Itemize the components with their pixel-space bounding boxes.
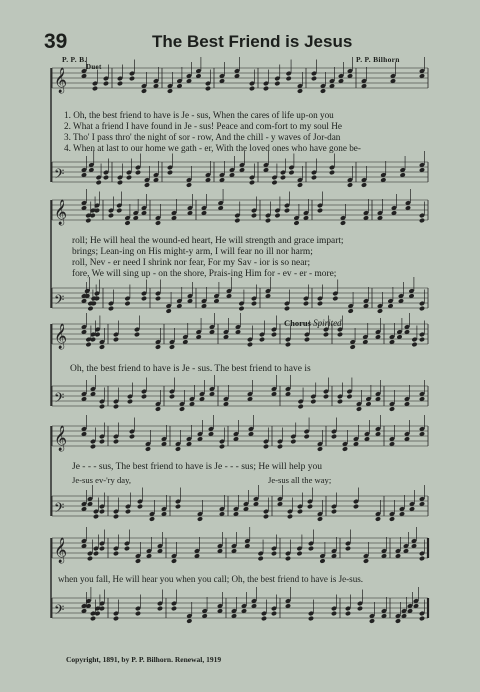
chorus-label <box>284 318 342 328</box>
svg-text:𝄞: 𝄞 <box>54 200 68 225</box>
verse-line: 3. Tho' I pass thro' the night of sor - row, And the chill - y waves of Jor-dan <box>64 132 341 142</box>
chorus-line-4: Je - - - sus, The best friend to have is Je - - - sus; He will help you <box>72 462 322 472</box>
svg-text:𝄞: 𝄞 <box>54 538 68 563</box>
verse-line: 1. Oh, the best friend to have is Je - sus, When the cares of life up-on you <box>64 110 334 120</box>
chorus-line-3: Oh, the best friend to have is Je - sus. The best friend to have is <box>70 364 311 374</box>
music-credit: P. P. Bilhorn <box>356 55 400 64</box>
chorus-tempo: Spirited <box>313 318 342 328</box>
svg-text:𝄢: 𝄢 <box>54 500 65 519</box>
verses-system-2 <box>72 236 344 280</box>
svg-text:𝄞: 𝄞 <box>54 68 68 93</box>
verse-line: roll, Nev - er need I shrink nor fear, For my Sav - ior is so near; <box>72 258 311 268</box>
verse-line: 2. What a friend I have found in Je - sus! Peace and com-fort to my soul He <box>64 121 342 131</box>
verses-system-1 <box>64 110 361 154</box>
verse-line: roll; He will heal the wound-ed heart, He will strength and grace impart; <box>72 236 344 246</box>
verse-line: brings; Lean-ing on His might-y arm, I will fear no ill nor harm; <box>72 247 313 257</box>
svg-text:𝄢: 𝄢 <box>54 602 65 621</box>
words-credit: P. P. B. <box>62 55 87 64</box>
svg-text:𝄢: 𝄢 <box>54 390 65 409</box>
hymn-number: 39 <box>44 30 68 53</box>
svg-text:𝄢: 𝄢 <box>54 292 65 311</box>
copyright-notice: Copyright, 1891, by P. P. Bilhorn. Renewal, 1919 <box>66 655 222 664</box>
tempo-marking: Duet <box>86 63 102 71</box>
verse-line: 4. When at last to our home we gath - er, With the loved ones who have gone be- <box>64 143 361 153</box>
chorus-echo-1: Je-sus ev-'ry day, <box>72 475 131 485</box>
hymn-title: The Best Friend is Jesus <box>152 32 353 51</box>
verse-line: fore, We will sing up - on the shore, Prais-ing Him for - ev - er - more; <box>72 269 337 279</box>
svg-text:𝄢: 𝄢 <box>54 166 65 185</box>
svg-text:𝄞: 𝄞 <box>54 426 68 451</box>
chorus-echo-2: Je-sus all the way; <box>268 475 332 485</box>
svg-text:𝄞: 𝄞 <box>54 324 68 349</box>
chorus-label-text: Chorus <box>284 318 311 328</box>
chorus-line-5: when you fall, He will hear you when you call; Oh, the best friend to have is Je-sus. <box>58 574 364 584</box>
